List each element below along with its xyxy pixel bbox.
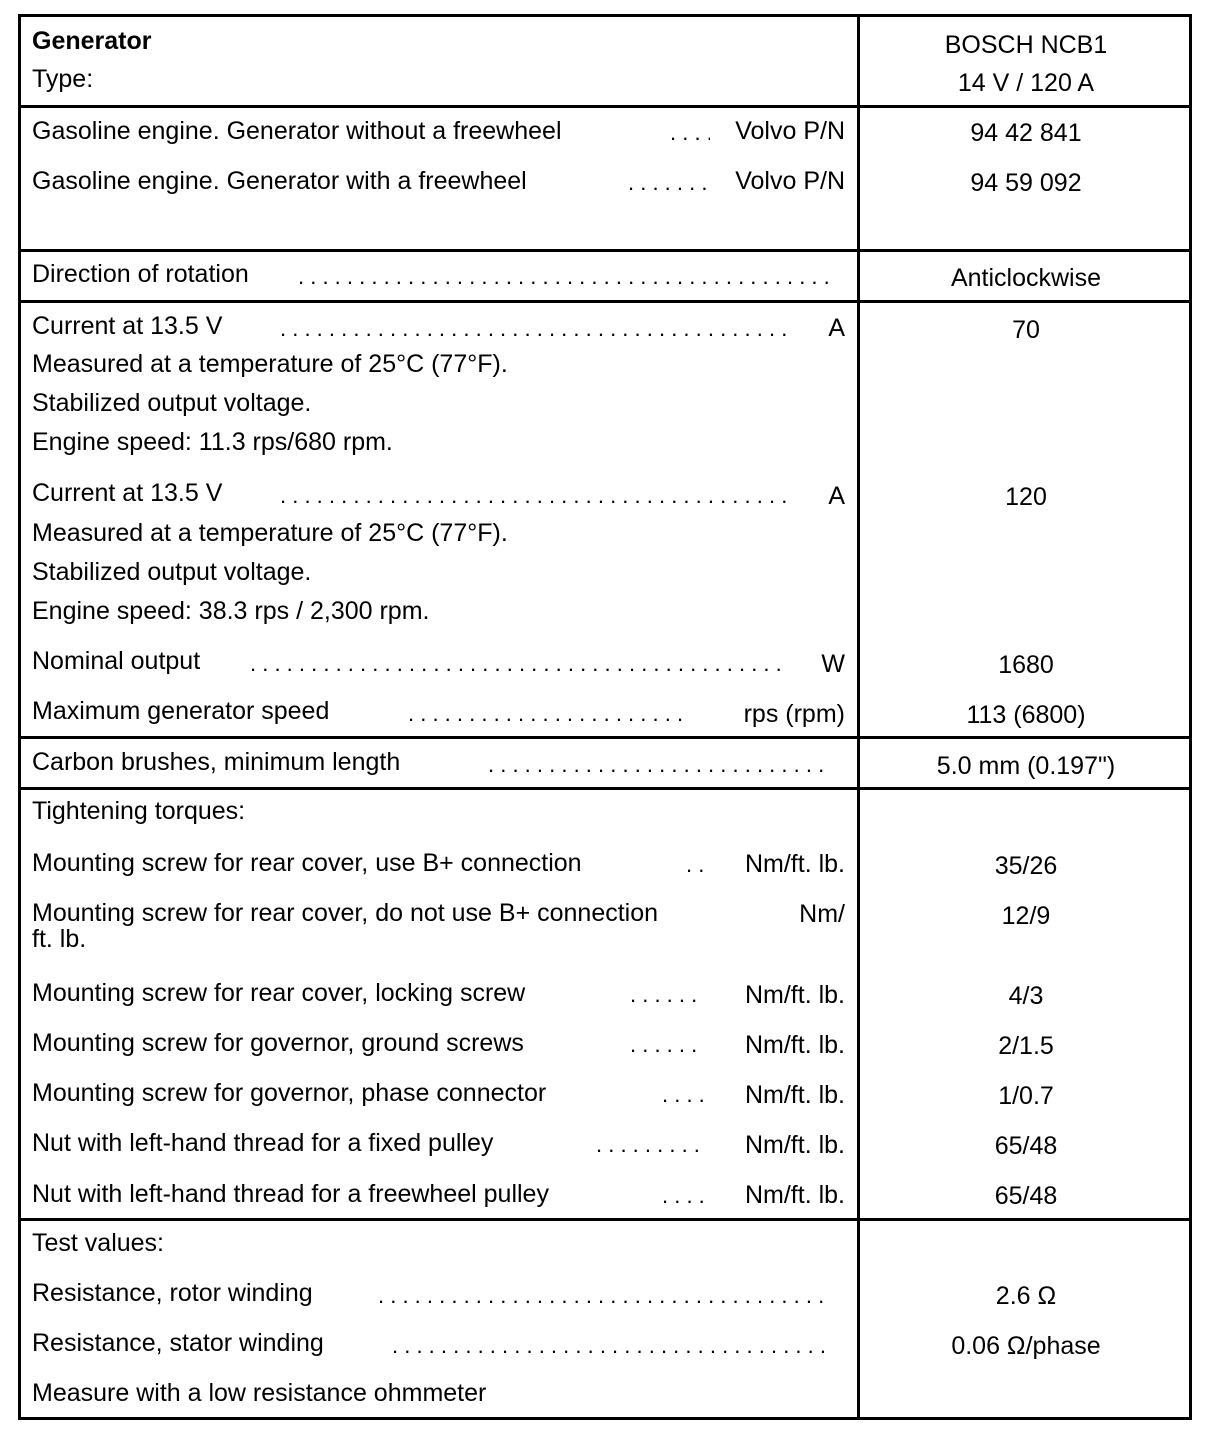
current-value-70: 70 — [1012, 316, 1040, 344]
current-note-speed: Engine speed: 38.3 rps / 2,300 rpm. — [32, 597, 430, 625]
row-divider — [18, 787, 1192, 790]
current-note-voltage: Stabilized output voltage. — [32, 558, 312, 586]
leader-dots — [298, 262, 828, 292]
leader-dots — [280, 481, 795, 511]
torque-value: 35/26 — [994, 852, 1058, 880]
nominal-label: Nominal output — [32, 647, 201, 675]
leader-dots — [670, 118, 710, 148]
torque-label: Mounting screw for governor, ground screws — [32, 1029, 524, 1057]
current-label: Current at 13.5 V — [32, 312, 223, 340]
leader-dots — [408, 699, 690, 729]
rotor-value: 2.6 Ω — [995, 1282, 1057, 1310]
torque-value: 65/48 — [994, 1132, 1058, 1160]
leader-dots — [662, 1181, 704, 1211]
leader-dots — [630, 980, 704, 1010]
pn-label-no-freewheel: Gasoline engine. Generator without a freewheel — [32, 117, 562, 145]
leader-dots — [686, 850, 704, 880]
current-unit: A — [828, 314, 845, 342]
leader-dots — [596, 1130, 704, 1160]
leader-dots — [378, 1281, 828, 1311]
torque-unit: Nm/ft. lb. — [744, 850, 845, 878]
model-value: BOSCH NCB1 — [944, 31, 1108, 59]
torque-unit: Nm/ft. lb. — [744, 981, 845, 1009]
torque-label: Mounting screw for rear cover, use B+ connection — [32, 849, 582, 877]
torque-value: 65/48 — [994, 1182, 1058, 1210]
max-speed-unit: rps (rpm) — [743, 700, 845, 728]
nominal-value: 1680 — [998, 651, 1054, 679]
leader-dots — [630, 1030, 704, 1060]
row-divider — [18, 1218, 1192, 1221]
brushes-value: 5.0 mm (0.197") — [936, 752, 1116, 780]
row-divider — [18, 736, 1192, 739]
leader-dots — [280, 314, 795, 344]
pn-unit: Volvo P/N — [735, 167, 845, 195]
stator-value: 0.06 Ω/phase — [951, 1332, 1101, 1360]
torque-value: 4/3 — [1008, 982, 1044, 1010]
leader-dots — [250, 649, 780, 679]
current-note-voltage: Stabilized output voltage. — [32, 389, 312, 417]
current-unit: A — [828, 482, 845, 510]
torques-heading: Tightening torques: — [32, 797, 246, 825]
torque-label: Mounting screw for rear cover, locking screw — [32, 979, 526, 1007]
torque-unit: Nm/ft. lb. — [744, 1131, 845, 1159]
nominal-unit: W — [821, 650, 845, 678]
row-divider — [18, 300, 1192, 303]
torque-unit: Nm/ft. lb. — [744, 1181, 845, 1209]
pn-unit: Volvo P/N — [735, 117, 845, 145]
row-divider — [18, 249, 1192, 252]
pn-value-no-freewheel: 94 42 841 — [970, 119, 1082, 147]
rotor-label: Resistance, rotor winding — [32, 1279, 313, 1307]
torque-label: Mounting screw for rear cover, do not use B+ connection — [32, 899, 659, 927]
type-label: Type: — [32, 65, 94, 93]
torque-label: Nut with left-hand thread for a fixed pulley — [32, 1129, 494, 1157]
torque-unit: Nm/ — [799, 900, 845, 928]
torque-value: 2/1.5 — [998, 1032, 1054, 1060]
leader-dots — [662, 1080, 704, 1110]
leader-dots — [488, 750, 828, 780]
generator-heading: Generator — [32, 27, 152, 55]
rating-value: 14 V / 120 A — [957, 69, 1095, 97]
torque-unit: Nm/ft. lb. — [744, 1081, 845, 1109]
torque-value: 1/0.7 — [998, 1082, 1054, 1110]
leader-dots — [392, 1331, 828, 1361]
stator-label: Resistance, stator winding — [32, 1329, 324, 1357]
brushes-label: Carbon brushes, minimum length — [32, 748, 401, 776]
leader-dots — [628, 168, 710, 198]
max-speed-label: Maximum generator speed — [32, 697, 330, 725]
max-speed-value: 113 (6800) — [966, 701, 1086, 729]
pn-label-freewheel: Gasoline engine. Generator with a freewheel — [32, 167, 527, 195]
current-note-temp: Measured at a temperature of 25°C (77°F). — [32, 350, 508, 378]
pn-value-freewheel: 94 59 092 — [970, 169, 1082, 197]
torque-label: Mounting screw for governor, phase connector — [32, 1079, 547, 1107]
rotation-label: Direction of rotation — [32, 260, 249, 288]
current-value-120: 120 — [1005, 483, 1047, 511]
current-note-speed: Engine speed: 11.3 rps/680 rpm. — [32, 428, 393, 456]
tests-heading: Test values: — [32, 1229, 165, 1257]
current-label: Current at 13.5 V — [32, 479, 223, 507]
torque-unit: Nm/ft. lb. — [744, 1031, 845, 1059]
torque-unit-wrap: ft. lb. — [32, 925, 87, 953]
torque-value: 12/9 — [1001, 902, 1051, 930]
current-note-temp: Measured at a temperature of 25°C (77°F). — [32, 519, 508, 547]
ohmmeter-note: Measure with a low resistance ohmmeter — [32, 1379, 487, 1407]
rotation-value: Anticlockwise — [950, 264, 1102, 292]
row-divider — [18, 105, 1192, 108]
torque-label: Nut with left-hand thread for a freewheel pulley — [32, 1180, 549, 1208]
